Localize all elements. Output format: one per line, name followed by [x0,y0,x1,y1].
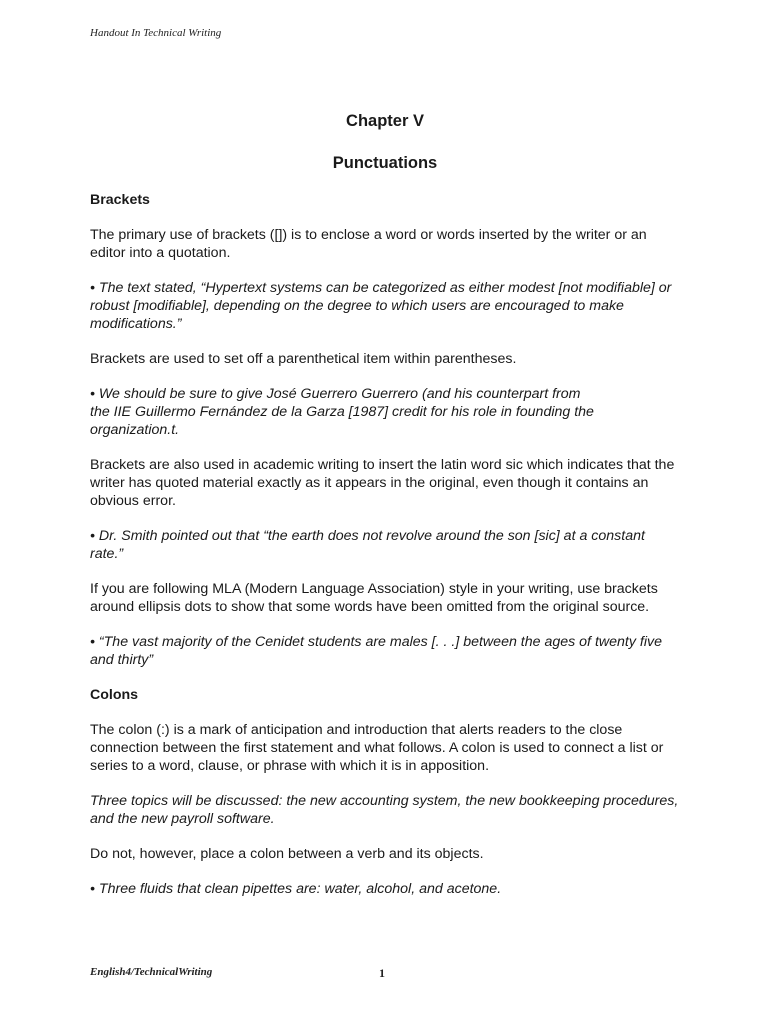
colons-paragraph-2: Do not, however, place a colon between a verb and its objects. [90,846,484,862]
colons-paragraph-1: The colon (:) is a mark of anticipation and introduction that alerts readers to the close connection between the first statement and what follows. A colon is used to connect a list or series to a word, clause, or phrase with which it is in apposition. [90,722,664,774]
brackets-heading: Brackets [90,192,150,208]
chapter-title: Chapter V [346,112,424,130]
colons-example-1: Three topics will be discussed: the new accounting system, the new bookkeeping procedures, and the new payroll software. [90,793,679,827]
brackets-paragraph-2: Brackets are used to set off a parenthetical item within parentheses. [90,351,517,367]
brackets-example-3: • Dr. Smith pointed out that “the earth does not revolve around the son [sic] at a constant rate.” [90,528,645,562]
brackets-paragraph-1: The primary use of brackets ([]) is to enclose a word or words inserted by the writer or an editor into a quotation. [90,227,647,261]
page-number: 1 [379,966,385,980]
running-header: Handout In Technical Writing [90,27,222,39]
colons-example-2: • Three fluids that clean pipettes are: water, alcohol, and acetone. [90,881,502,897]
footer-course: English4/TechnicalWriting [90,966,213,978]
brackets-example-2 [90,385,680,439]
brackets-paragraph-3: Brackets are also used in academic writing to insert the latin word sic which indicates that the writer has quoted material exactly as it appears in the original, even though it contains an obvious error. [90,457,675,509]
page-body [90,111,680,915]
brackets-example-1: • The text stated, “Hypertext systems can be categorized as either modest [not modifiable] or robust [modifiable], depending on the degree to which users are encouraged to make modifications.” [90,280,672,332]
brackets-example-2-line-2: the IIE Guillermo Fernández de la Garza [1987] credit for his role in founding the organization.t. [90,404,594,438]
section-title: Punctuations [332,154,438,172]
brackets-paragraph-4: If you are following MLA (Modern Language Association) style in your writing, use brackets around ellipsis dots to show that some words have been omitted from the original source. [90,581,658,615]
colons-heading: Colons [90,687,139,703]
brackets-example-2-line-1: • We should be sure to give José Guerrero Guerrero (and his counterpart from [90,386,581,402]
brackets-example-4: • “The vast majority of the Cenidet students are males [. . .] between the ages of twenty five and thirty” [90,634,662,668]
